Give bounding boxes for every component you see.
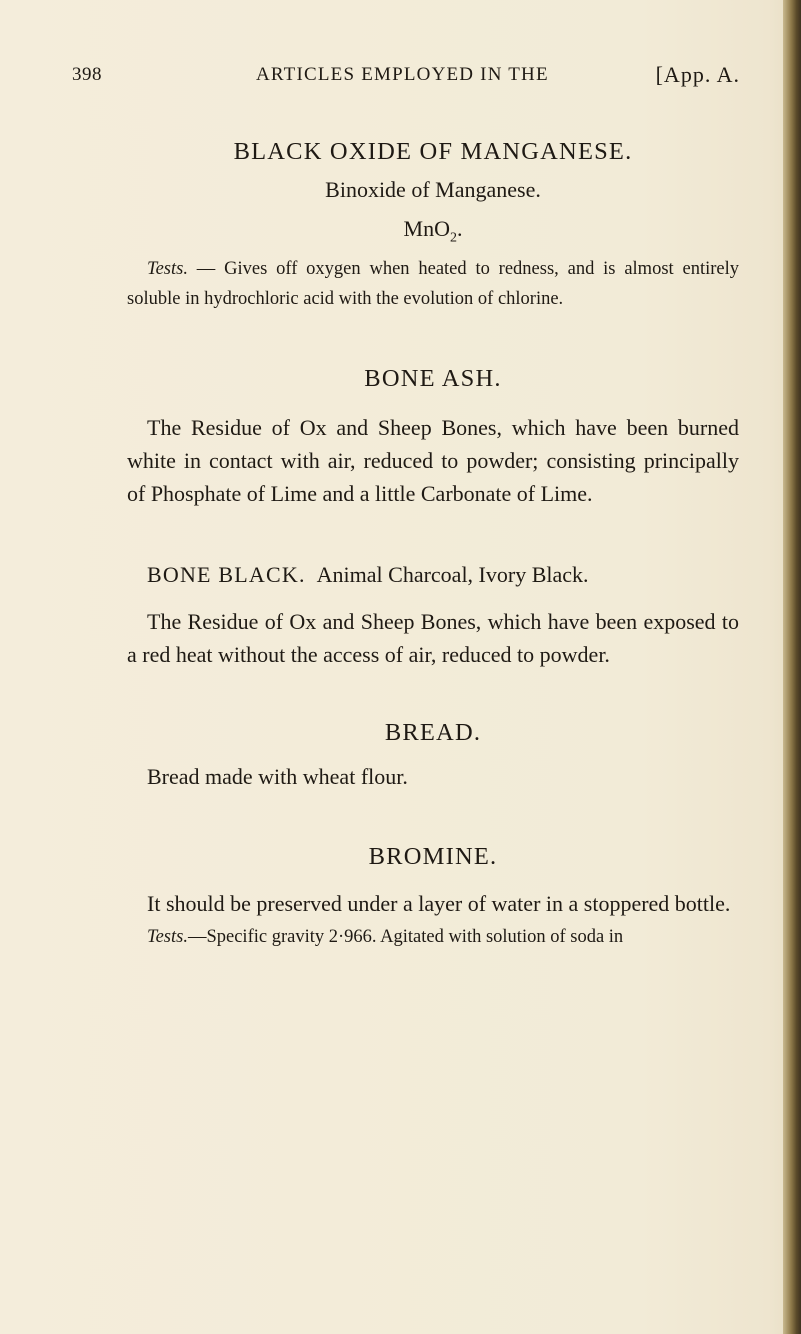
tests-label: Tests. bbox=[147, 259, 188, 280]
section-paragraph: The Residue of Ox and Sheep Bones, which have been exposed to a red heat without the access of air, reduced to powder. bbox=[127, 609, 739, 668]
page-number: 398 bbox=[72, 64, 102, 85]
section-title: BONE BLACK. bbox=[147, 562, 306, 588]
formula-end: . bbox=[456, 216, 463, 241]
running-head-title: ARTICLES EMPLOYED IN THE bbox=[256, 64, 549, 85]
section-title: BROMINE. bbox=[368, 843, 498, 871]
section-heading-line bbox=[127, 558, 739, 591]
tests-text: —Specific gravity 2·966. Agitated with solution of soda in bbox=[187, 927, 624, 948]
section-title: BREAD. bbox=[384, 719, 482, 747]
section-title: BONE ASH. bbox=[364, 365, 502, 393]
tests-paragraph bbox=[127, 922, 739, 952]
section-paragraph: The Residue of Ox and Sheep Bones, which have been burned white in contact with air, reduced to powder; consisting principally of Phosphate of Lime and a little Carbonate of Lime. bbox=[127, 415, 739, 507]
formula-subscript: 2 bbox=[449, 230, 457, 246]
section-paragraph: It should be preserved under a layer of water in a stoppered bottle. bbox=[147, 891, 731, 917]
tests-paragraph bbox=[127, 254, 739, 314]
section-bone-black bbox=[127, 558, 739, 671]
section-subtitle: Binoxide of Manganese. bbox=[325, 177, 541, 202]
tests-text: — Gives off oxygen when heated to redness, and is almost entirely soluble in hydrochloric acid with the evolution of chlorine. bbox=[127, 259, 739, 310]
formula-base: MnO bbox=[403, 216, 450, 241]
chemical-formula bbox=[127, 216, 739, 246]
tests-label: Tests. bbox=[147, 927, 188, 948]
section-manganese bbox=[127, 138, 739, 314]
running-head bbox=[72, 62, 740, 92]
section-bread bbox=[127, 719, 739, 793]
section-bone-ash bbox=[127, 365, 739, 510]
section-synonyms: Animal Charcoal, Ivory Black. bbox=[316, 562, 589, 588]
running-head-reference: [App. A. bbox=[655, 62, 740, 87]
page-binding-edge bbox=[783, 0, 801, 1334]
section-title: BLACK OXIDE OF MANGANESE. bbox=[233, 138, 633, 165]
page-content bbox=[127, 138, 739, 952]
section-bromine bbox=[127, 843, 739, 952]
section-paragraph: Bread made with wheat flour. bbox=[147, 764, 408, 790]
